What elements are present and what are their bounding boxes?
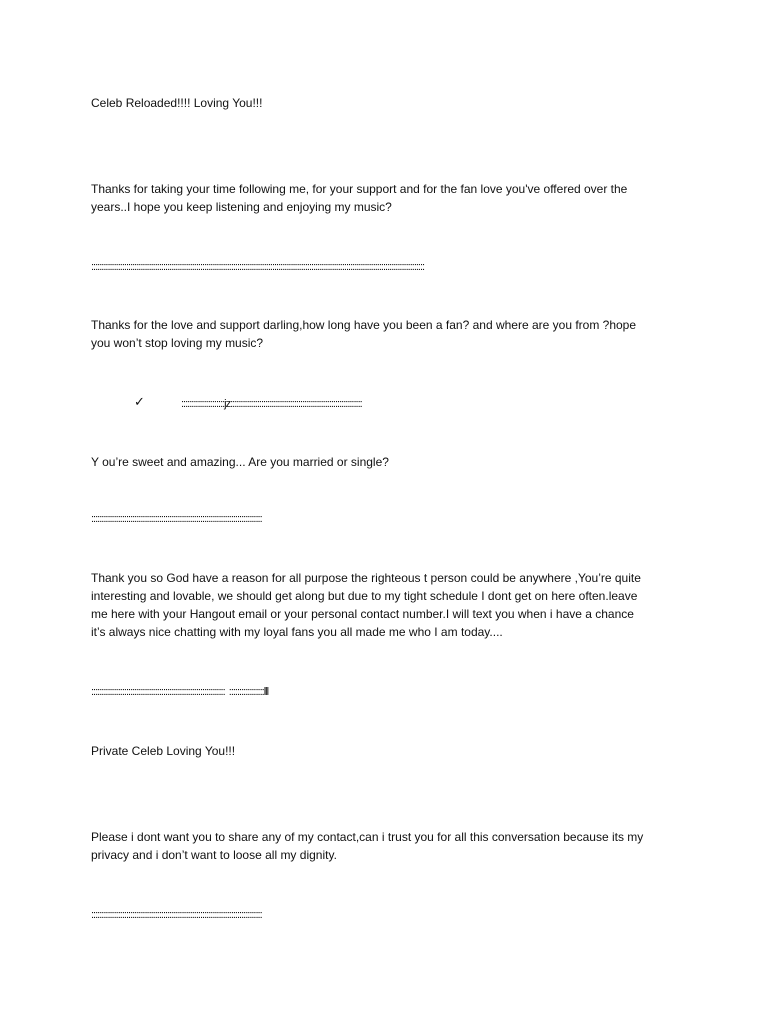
heading-private-celeb: Private Celeb Loving You!!!: [91, 744, 236, 758]
separator-line: ::::::::::::::::::::::::::::::::::::::::::::::::::::::::::::::::::::::::::::::::::::::::::::::::::::::::::::::::::::::::::::::::::::::::::::::::::::::::::::::::::: [91, 261, 425, 273]
paragraph-line: Thanks for taking your time following me, for your support and for the fan love you've offered over the: [91, 182, 628, 196]
separator-line: :::::::::::::::::::::::::::::::::::::::::::::::::::::::::::::::::::::::::::::::::::: [91, 909, 262, 921]
paragraph-line: privacy and i don’t want to loose all my dignity.: [91, 848, 337, 862]
paragraph-line: Thanks for the love and support darling,how long have you been a fan? and where are you from ?hope: [91, 318, 637, 332]
heading-celeb-reloaded: Celeb Reloaded!!!! Loving You!!!: [91, 96, 263, 110]
separator-line: ::::::::::::::::::::::::::::::::::::::::::::::::::::::::::::::::: :::::::::::::::::lll: [91, 686, 269, 698]
paragraph-sweet-amazing: Y ou’re sweet and amazing... Are you married or single?: [91, 455, 389, 469]
paragraph-thank-you-god: [91, 569, 681, 641]
separator-line: :::::::::::::::::::::jz::::::::::::::::::::::::::::::::::::::::::::::::::::::::::::::::: [181, 398, 362, 410]
paragraph-thanks-love: [91, 316, 681, 352]
paragraph-thanks-following: [91, 180, 681, 216]
paragraph-line: years..I hope you keep listening and enjoying my music?: [91, 200, 392, 214]
separator-line: :::::::::::::::::::::::::::::::::::::::::::::::::::::::::::::::::::::::::::::::::::: [91, 513, 262, 525]
checkmark-icon: ✓: [134, 395, 145, 410]
paragraph-line: interesting and lovable, we should get along but due to my tight schedule I dont get on here often.leave: [91, 589, 638, 603]
paragraph-line: you won’t stop loving my music?: [91, 336, 264, 350]
paragraph-please-dont-share: [91, 828, 681, 864]
paragraph-line: Thank you so God have a reason for all purpose the righteous t person could be anywhere ,You’re quite: [91, 571, 641, 585]
paragraph-line: Please i dont want you to share any of my contact,can i trust you for all this conversation because its my: [91, 830, 644, 844]
paragraph-line: me here with your Hangout email or your personal contact number.I will text you when i have a chance: [91, 607, 634, 621]
paragraph-line: it’s always nice chatting with my loyal fans you all made me who I am today....: [91, 625, 503, 639]
